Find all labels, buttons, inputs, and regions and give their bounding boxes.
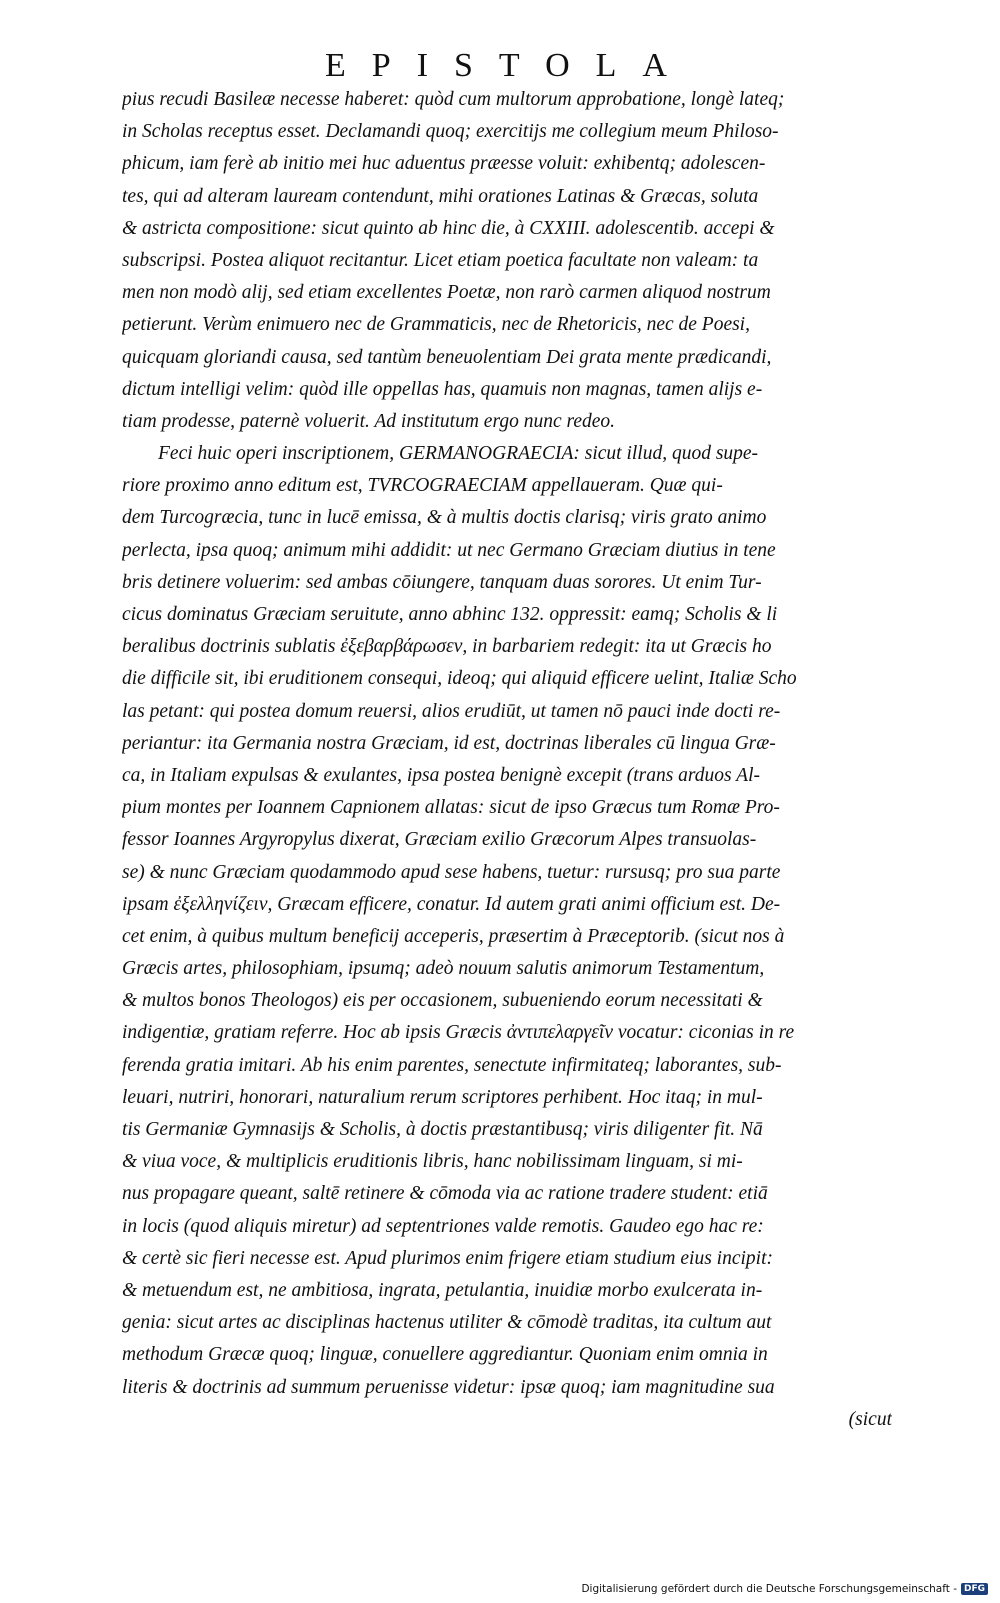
text-line: bris detinere voluerim: sed ambas cōiungere, tanquam duas sorores. Ut enim Tur- — [122, 571, 762, 593]
text-line: beralibus doctrinis sublatis ἐξεβαρβάρωσεν, in barbariem redegit: ita ut Græcis ho — [122, 636, 772, 658]
text-line: genia: sicut artes ac disciplinas hactenus utiliter & cōmodè traditas, ita cultum aut — [122, 1312, 772, 1334]
text-line: men non modò alij, sed etiam excellentes Poetæ, non rarò carmen aliquod nostrum — [122, 282, 771, 304]
text-line: die difficile sit, ibi eruditionem consequi, ideoq; qui aliquid efficere uelint, Italiæ Scho — [122, 668, 797, 690]
text-line: & multos bonos Theologos) eis per occasionem, subueniendo eorum necessitati & — [122, 990, 763, 1012]
text-line: phicum, iam ferè ab initio mei huc aduentus præesse voluit: exhibentq; adolescen- — [122, 153, 766, 175]
text-line-paragraph-start: Feci huic operi inscriptionem, GERMANOGRAECIA: sicut illud, quod supe- — [158, 443, 759, 465]
text-line: in Scholas receptus esset. Declamandi quoq; exercitijs me collegium meum Philoso- — [122, 121, 779, 143]
text-line: cet enim, à quibus multum beneficij acceperis, præsertim à Præceptorib. (sicut nos à — [122, 925, 785, 947]
text-line: fessor Ioannes Argyropylus dixerat, Græciam exilio Græcorum Alpes transuolas- — [122, 829, 757, 851]
text-line: & astricta compositione: sicut quinto ab hinc die, à CXXIII. adolescentib. accepi & — [122, 217, 775, 239]
text-line: tes, qui ad alteram lauream contendunt, mihi orationes Latinas & Græcas, soluta — [122, 185, 759, 207]
text-line: nus propagare queant, saltē retinere & cōmoda via ac ratione tradere student: etiā — [122, 1183, 768, 1205]
text-line: tis Germaniæ Gymnasijs & Scholis, à doctis præstantibusq; viris diligenter fit. Nā — [122, 1119, 763, 1140]
text-line: cicus dominatus Græciam seruitute, anno abhinc 132. oppressit: eamq; Scholis & li — [122, 604, 778, 625]
text-line: subscripsi. Postea aliquot recitantur. Licet etiam poetica facultate non valeam: ta — [122, 249, 759, 271]
text-line: ipsam ἐξελληνίζειν, Græcam efficere, conatur. Id autem grati animi officium est. De- — [122, 893, 781, 915]
text-line: tiam prodesse, paternè voluerit. Ad institutum ergo nunc redeo. — [122, 410, 616, 432]
text-line: pium montes per Ioannem Capnionem allatas: sicut de ipso Græcus tum Romæ Pro- — [122, 797, 780, 819]
text-line: literis & doctrinis ad summum peruenisse videtur: ipsæ quoq; iam magnitudine sua — [122, 1376, 775, 1398]
body-text — [122, 84, 892, 1436]
text-line: perlecta, ipsa quoq; animum mihi addidit: ut nec Germano Græciam diutius in tene — [122, 539, 776, 561]
text-line: indigentiæ, gratiam referre. Hoc ab ipsis Græcis ἀντιπελαργεῖν vocatur: ciconias in re — [122, 1022, 795, 1044]
text-line: Græcis artes, philosophiam, ipsumq; adeò nouum salutis animorum Testamentum, — [122, 958, 765, 980]
text-line: ca, in Italiam expulsas & exulantes, ipsa postea benignè excepit (trans arduos Al- — [122, 764, 760, 786]
text-line: methodum Græcæ quoq; linguæ, conuellere aggrediantur. Quoniam enim omnia in — [122, 1344, 768, 1366]
text-line: dictum intelligi velim: quòd ille oppellas has, quamuis non magnas, tamen alijs e- — [122, 378, 763, 400]
running-head: EPISTOLA — [325, 47, 693, 84]
text-line: se) & nunc Græciam quodammodo apud sese habens, tuetur: rursusq; pro sua parte — [122, 861, 781, 883]
text-line: quicquam gloriandi causa, sed tantùm beneuolentiam Dei grata mente prædicandi, — [122, 346, 772, 368]
text-line: leuari, nutriri, honorari, naturalium rerum scriptores perhibent. Hoc itaq; in mul- — [122, 1086, 763, 1108]
credit-text: Digitalisierung gefördert durch die Deutsche Forschungsgemeinschaft - — [581, 1583, 957, 1595]
text-line: & metuendum est, ne ambitiosa, ingrata, petulantia, inuidiæ morbo exulcerata in- — [122, 1279, 763, 1301]
text-line: dem Turcogræcia, tunc in lucē emissa, & à multis doctis clarisq; viris grato animo — [122, 507, 767, 529]
text-line: petierunt. Verùm enimuero nec de Grammaticis, nec de Rhetoricis, nec de Poesi, — [122, 314, 750, 336]
text-line: las petant: qui postea domum reuersi, alios erudiūt, ut tamen nō pauci inde docti re- — [122, 700, 781, 722]
text-line: & certè sic fieri necesse est. Apud plurimos enim frigere etiam studium eius incipit: — [122, 1247, 773, 1269]
dfg-logo: DFG — [961, 1583, 988, 1595]
text-line: ferenda gratia imitari. Ab his enim parentes, senectute infirmitateq; laborantes, sub- — [122, 1054, 782, 1076]
text-line: riore proximo anno editum est, TVRCOGRAECIAM appellaueram. Quæ qui- — [122, 475, 723, 497]
digitization-credit — [581, 1583, 988, 1595]
text-line: & viua voce, & multiplicis eruditionis libris, hanc nobilissimam linguam, si mi- — [122, 1151, 743, 1173]
text-line: periantur: ita Germania nostra Græciam, id est, doctrinas liberales cū lingua Græ- — [122, 732, 776, 754]
text-line: pius recudi Basileæ necesse haberet: quòd cum multorum approbatione, longè lateq; — [122, 89, 785, 110]
catchword: (sicut — [848, 1408, 892, 1430]
text-line: in locis (quod aliquis miretur) ad septentriones valde remotis. Gaudeo ego hac re: — [122, 1215, 764, 1237]
